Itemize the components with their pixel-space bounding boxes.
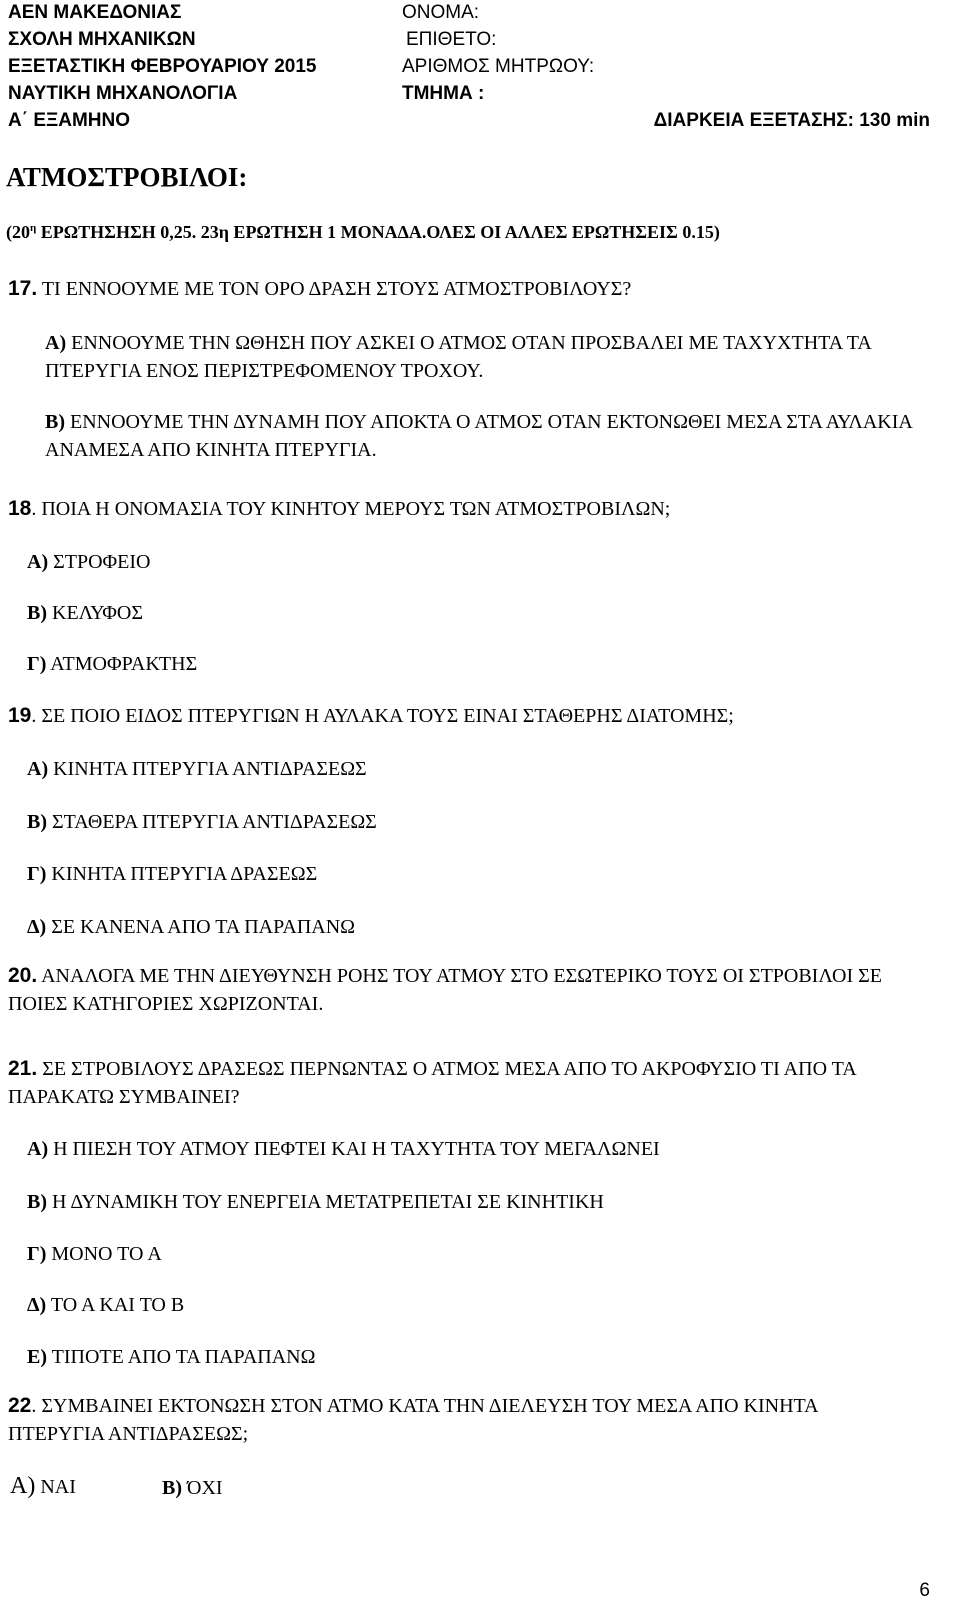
question-21 bbox=[8, 1055, 908, 1111]
name-label: ΟΝΟΜΑ: bbox=[402, 2, 480, 23]
question-21-option-c bbox=[27, 1240, 162, 1268]
grading-note-prefix: (20 bbox=[6, 222, 30, 242]
question-18 bbox=[8, 495, 670, 523]
option-text: Η ΠΙΕΣΗ ΤΟΥ ΑΤΜΟΥ ΠΕΦΤΕΙ ΚΑΙ Η ΤΑΧΥΤΗΤΑ ΤΟΥ ΜΕΓΑΛΩΝΕΙ bbox=[48, 1138, 660, 1160]
question-number: 17. bbox=[8, 277, 38, 300]
option-text: ΣΤΑΘΕΡΑ ΠΤΕΡΥΓΙΑ ΑΝΤΙΔΡΑΣΕΩΣ bbox=[47, 811, 377, 833]
exam-duration: ΔΙΑΡΚΕΙΑ ΕΞΕΤΑΣΗΣ: 130 min bbox=[653, 110, 930, 131]
registry-number-label: ΑΡΙΘΜΟΣ ΜΗΤΡΩΟΥ: bbox=[402, 56, 595, 77]
question-21-option-b bbox=[27, 1188, 604, 1216]
question-22 bbox=[8, 1392, 888, 1448]
option-letter: Α) bbox=[10, 1473, 36, 1499]
option-text: Η ΔΥΝΑΜΙΚΗ ΤΟΥ ΕΝΕΡΓΕΙΑ ΜΕΤΑΤΡΕΠΕΤΑΙ ΣΕ ΚΙΝΗΤΙΚΗ bbox=[47, 1191, 604, 1213]
option-letter: Ε) bbox=[27, 1346, 47, 1368]
question-21-option-d bbox=[27, 1291, 184, 1319]
question-19 bbox=[8, 702, 734, 730]
option-text: ΌΧΙ bbox=[182, 1477, 223, 1499]
option-letter: Β) bbox=[45, 411, 65, 433]
question-text: ΣΕ ΣΤΡΟΒΙΛΟΥΣ ΔΡΑΣΕΩΣ ΠΕΡΝΩΝΤΑΣ Ο ΑΤΜΟΣ ΜΕΣΑ ΑΠΟ ΤΟ ΑΚΡΟΦΥΣΙΟ ΤΙ ΑΠΟ ΤΑ ΠΑΡΑΚΑΤΩ ΣΥΜΒΑΙΝΕΙ? bbox=[8, 1058, 856, 1108]
question-18-option-a bbox=[27, 548, 150, 576]
question-19-option-a bbox=[27, 755, 367, 783]
question-number: 20. bbox=[8, 964, 38, 987]
option-text: ΕΝΝΟΟΥΜΕ ΤΗΝ ΩΘΗΣΗ ΠΟΥ ΑΣΚΕΙ Ο ΑΤΜΟΣ ΟΤΑΝ ΠΡΟΣΒΑΛΕΙ ΜΕ ΤΑΧΥΧΤΗΤΑ ΤΑ ΠΤΕΡΥΓΙΑ ΕΝΟΣ ΠΕΡΙΣΤΡΕΦΟΜΕΝΟΥ ΤΡΟΧΟΥ. bbox=[45, 332, 871, 382]
option-letter: Β) bbox=[27, 1191, 47, 1213]
question-17-option-a bbox=[45, 329, 905, 385]
option-letter: Α) bbox=[45, 332, 67, 354]
option-letter: Β) bbox=[162, 1477, 182, 1499]
option-letter: Β) bbox=[27, 602, 47, 624]
option-letter: Α) bbox=[27, 758, 49, 780]
option-text: ΤΟ Α ΚΑΙ ΤΟ Β bbox=[46, 1294, 185, 1316]
option-text: ΑΤΜΟΦΡΑΚΤΗΣ bbox=[46, 653, 198, 675]
option-letter: Δ) bbox=[27, 1294, 47, 1316]
option-letter: Γ) bbox=[27, 863, 47, 885]
option-letter: Β) bbox=[27, 811, 47, 833]
option-text: ΣΤΡΟΦΕΙΟ bbox=[48, 551, 151, 573]
option-text: ΜΟΝΟ ΤΟ Α bbox=[46, 1243, 162, 1265]
option-text: ΝΑΙ bbox=[35, 1476, 76, 1498]
question-22-option-b bbox=[162, 1474, 223, 1502]
grading-note bbox=[6, 222, 720, 243]
section-title: ΑΤΜΟΣΤΡΟΒΙΛΟΙ: bbox=[6, 162, 248, 192]
option-text: ΣΕ ΚΑΝΕΝΑ ΑΠΟ ΤΑ ΠΑΡΑΠΑΝΩ bbox=[46, 916, 356, 938]
question-number: 22 bbox=[8, 1394, 32, 1417]
header-department: ΝΑΥΤΙΚΗ ΜΗΧΑΝΟΛΟΓΙΑ bbox=[8, 83, 238, 104]
surname-label: ΕΠΙΘΕΤΟ: bbox=[406, 29, 497, 50]
class-label: ΤΜΗΜΑ : bbox=[402, 83, 485, 104]
question-22-option-a bbox=[10, 1472, 76, 1501]
question-20 bbox=[8, 962, 908, 1018]
question-18-option-b bbox=[27, 599, 143, 627]
question-text: ΑΝΑΛΟΓΑ ΜΕ ΤΗΝ ΔΙΕΥΘΥΝΣΗ ΡΟΗΣ ΤΟΥ ΑΤΜΟΥ ΣΤΟ ΕΣΩΤΕΡΙΚΟ ΤΟΥΣ ΟΙ ΣΤΡΟΒΙΛΟΙ ΣΕ ΠΟΙΕΣ ΚΑΤΗΓΟΡΙΕΣ ΧΩΡΙΖΟΝΤΑΙ. bbox=[8, 965, 882, 1015]
question-21-option-a bbox=[27, 1135, 660, 1163]
header-school-line2: ΣΧΟΛΗ ΜΗΧΑΝΙΚΩΝ bbox=[8, 29, 196, 50]
option-letter: Δ) bbox=[27, 916, 47, 938]
option-letter: Α) bbox=[27, 1138, 49, 1160]
option-letter: Γ) bbox=[27, 1243, 47, 1265]
question-number: 18 bbox=[8, 497, 32, 520]
grading-note-superscript: η bbox=[30, 222, 37, 234]
page-number: 6 bbox=[919, 1580, 930, 1601]
option-letter: Γ) bbox=[27, 653, 47, 675]
option-text: ΚΙΝΗΤΑ ΠΤΕΡΥΓΙΑ ΔΡΑΣΕΩΣ bbox=[46, 863, 318, 885]
question-text: . ΣΕ ΠΟΙΟ ΕΙΔΟΣ ΠΤΕΡΥΓΙΩΝ Η ΑΥΛΑΚΑ ΤΟΥΣ ΕΙΝΑΙ ΣΤΑΘΕΡΗΣ ΔΙΑΤΟΜΗΣ; bbox=[31, 705, 734, 727]
question-19-option-d bbox=[27, 913, 355, 941]
option-text: ΕΝΝΟΟΥΜΕ ΤΗΝ ΔΥΝΑΜΗ ΠΟΥ ΑΠΟΚΤΑ Ο ΑΤΜΟΣ ΟΤΑΝ ΕΚΤΟΝΩΘΕΙ ΜΕΣΑ ΣΤΑ ΑΥΛΑΚΙΑ ΑΝΑΜΕΣΑ ΑΠΟ ΚΙΝΗΤΑ ΠΤΕΡΥΓΙΑ. bbox=[45, 411, 912, 461]
option-text: ΚΕΛΥΦΟΣ bbox=[47, 602, 143, 624]
option-letter: Α) bbox=[27, 551, 49, 573]
question-19-option-b bbox=[27, 808, 377, 836]
question-17 bbox=[8, 275, 631, 303]
question-number: 21. bbox=[8, 1057, 38, 1080]
question-text: . ΠΟΙΑ Η ΟΝΟΜΑΣΙΑ ΤΟΥ ΚΙΝΗΤΟΥ ΜΕΡΟΥΣ ΤΩΝ ΑΤΜΟΣΤΡΟΒΙΛΩΝ; bbox=[31, 498, 671, 520]
question-number: 19 bbox=[8, 704, 32, 727]
header-school-line1: ΑΕΝ ΜΑΚΕΔΟΝΙΑΣ bbox=[8, 2, 182, 23]
question-text: . ΣΥΜΒΑΙΝΕΙ ΕΚΤΟΝΩΣΗ ΣΤΟΝ ΑΤΜΟ ΚΑΤΑ ΤΗΝ ΔΙΕΛΕΥΣΗ ΤΟΥ ΜΕΣΑ ΑΠΟ ΚΙΝΗΤΑ ΠΤΕΡΥΓΙΑ ΑΝΤΙΔΡΑΣΕΩΣ; bbox=[8, 1395, 818, 1445]
option-text: ΤΙΠΟΤΕ ΑΠΟ ΤΑ ΠΑΡΑΠΑΝΩ bbox=[47, 1346, 316, 1368]
option-text: ΚΙΝΗΤΑ ΠΤΕΡΥΓΙΑ ΑΝΤΙΔΡΑΣΕΩΣ bbox=[48, 758, 367, 780]
question-18-option-c bbox=[27, 650, 197, 678]
question-17-option-b bbox=[45, 408, 925, 464]
header-semester: Α΄ ΕΞΑΜΗΝΟ bbox=[8, 110, 130, 131]
question-21-option-e bbox=[27, 1343, 316, 1371]
header-exam-period: ΕΞΕΤΑΣΤΙΚΗ ΦΕΒΡΟΥΑΡΙΟΥ 2015 bbox=[8, 56, 317, 77]
grading-note-text: ΕΡΩΤΗΣΗΣΗ 0,25. 23η ΕΡΩΤΗΣΗ 1 ΜΟΝΑΔΑ.ΟΛΕΣ ΟΙ ΑΛΛΕΣ ΕΡΩΤΗΣΕΙΣ 0.15) bbox=[36, 222, 720, 242]
question-text: ΤΙ ΕΝΝΟΟΥΜΕ ΜΕ ΤΟΝ ΟΡΟ ΔΡΑΣΗ ΣΤΟΥΣ ΑΤΜΟΣΤΡΟΒΙΛΟΥΣ? bbox=[37, 278, 632, 300]
question-19-option-c bbox=[27, 860, 317, 888]
